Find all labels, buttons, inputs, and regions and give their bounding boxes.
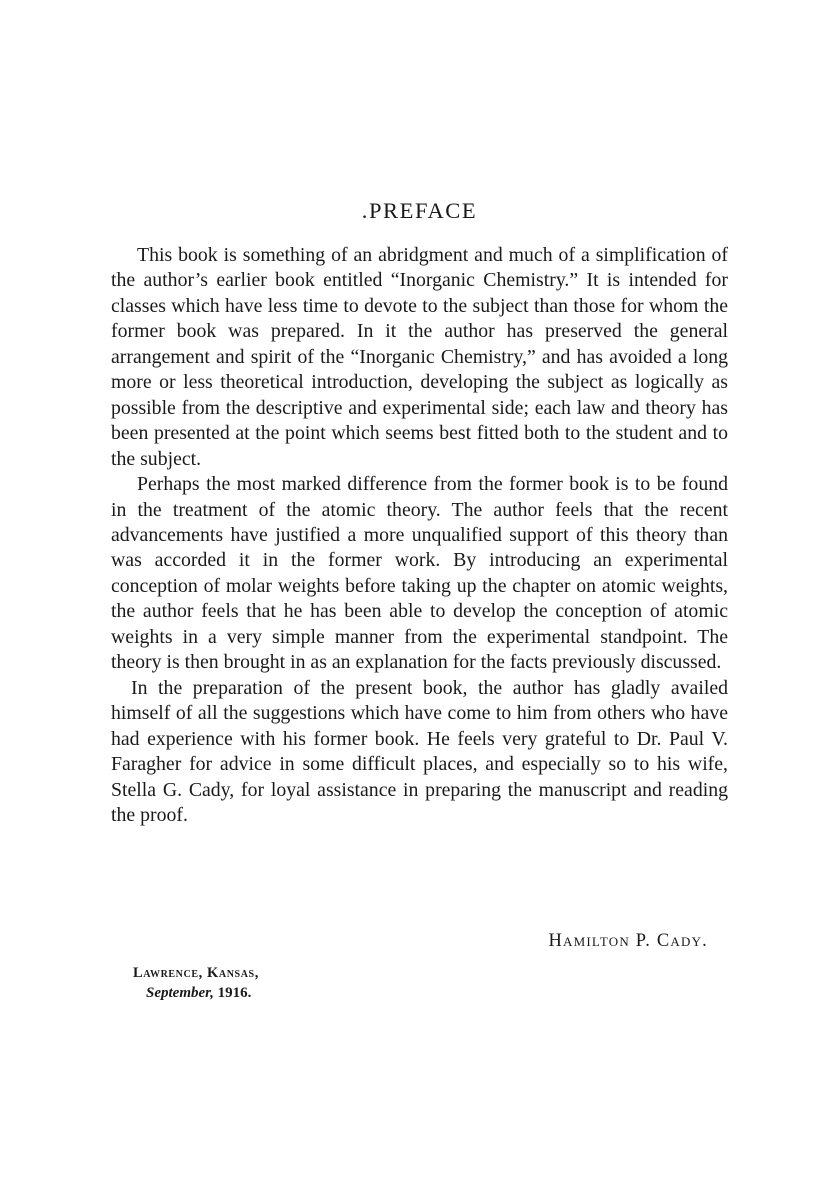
paragraph: This book is something of an abridgment and much of a simplification of the author’s earlier book entitled “Inorganic Chemistry.” It is intended for classes which have less time to devote to the subject than those for whom the former book was prepared. In it the author has preserved the general arrangement and spirit of the “Inorganic Chemistry,” and has avoided a long more or less theoretical introduction, developing the subject as logically as possible from the descriptive and experimental side; each law and theory has been presented at the point which seems best fitted both to the student and to the subject. [111, 244, 728, 470]
paragraph: In the preparation of the present book, the author has gladly availed himself of all the suggestions which have come to him from others who have had experience with his former book. He feels very grateful to Dr. Paul V. Faragher for advice in some difficult places, and especially so to his wife, Stella G. Cady, for loyal assistance in preparing the manuscript and reading the proof. [111, 676, 728, 826]
author-signature: Hamilton P. Cady. [548, 931, 708, 951]
page-title: .PREFACE [361, 198, 478, 223]
paragraph: Perhaps the most marked difference from the former book is to be found in the treatment of the atomic theory. The author feels that the recent advancements have justified a more unqualified support of this theory than was accorded it in the former work. By introducing an experimental conception of molar weights before taking up the chapter on atomic weights, the author feels that he has been able to develop the conception of atomic weights in a very simple manner from the experimental standpoint. The theory is then brought in as an explanation for the facts previously discussed. [111, 473, 728, 674]
document-page [111, 0, 728, 1191]
place-line: Lawrence, Kansas, [133, 965, 259, 981]
preface-body [111, 243, 728, 828]
date-line [146, 985, 251, 1002]
date-year: 1916. [217, 985, 252, 1001]
date-month: September, [146, 985, 214, 1001]
